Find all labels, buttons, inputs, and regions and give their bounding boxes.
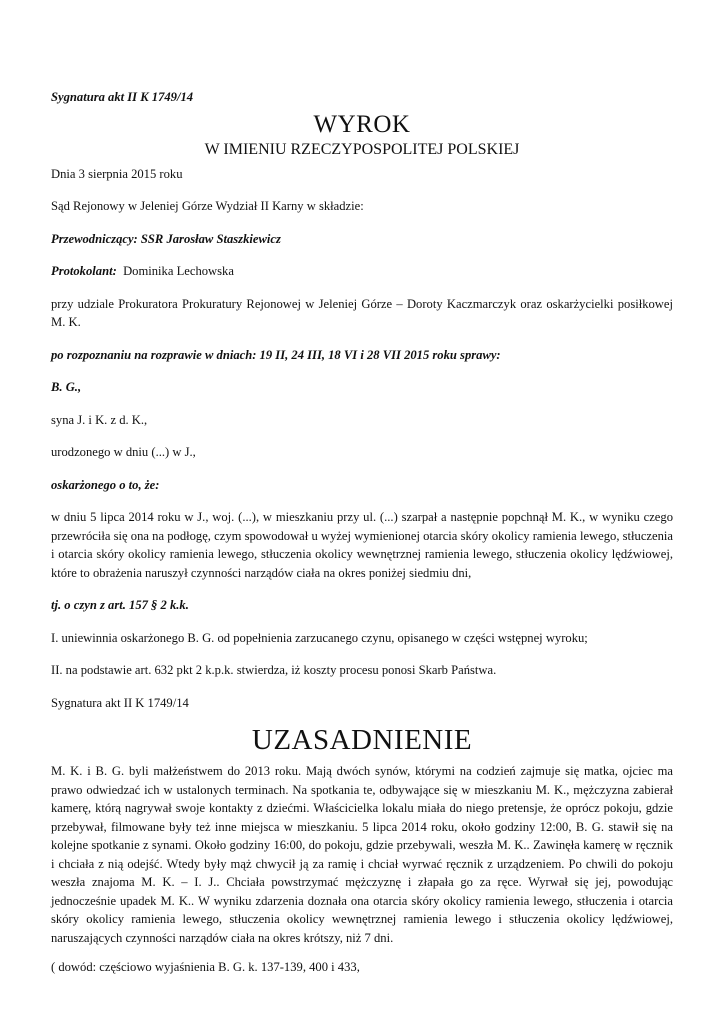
document-page bbox=[51, 88, 673, 977]
charged-label: oskarżonego o to, że: bbox=[51, 477, 160, 492]
defendant-birth: urodzonego w dniu (...) w J., bbox=[51, 445, 196, 459]
prosecutor-line: przy udziale Prokuratora Prokuratury Rejonowej w Jeleniej Górze – Doroty Kaczmarczyk oraz oskarżycielki posiłkowej M. K. bbox=[51, 296, 673, 329]
court-composition: Sąd Rejonowy w Jeleniej Górze Wydział II Karny w składzie: bbox=[51, 199, 364, 213]
clerk-name: Dominika Lechowska bbox=[123, 264, 234, 278]
verdict-date: Dnia 3 sierpnia 2015 roku bbox=[51, 166, 183, 181]
defendant-name: B. G., bbox=[51, 380, 82, 394]
verdict-title: WYROK bbox=[313, 110, 411, 138]
justification-body: M. K. i B. G. byli małżeństwem do 2013 roku. Mają dwóch synów, którymi na codzień zajmuje się matka, ojciec ma prawo odwiedzać ich w ustalonych terminach. Na spotkania te, odbywające się w mieszkaniu M. K., mężczyzna zabierał kamerę, którą nagrywał swoje kontakty z dziećmi. Właścicielka lokalu miała do niego pretensje, że oprócz pokoju, gdzie przebywał, filmowane były też inne miejsca w mieszkaniu. 5 lipca 2014 roku, około godziny 12:00, B. G. stawił się na kolejne spotkanie z synami. Około godziny 16:00, do pokoju, gdzie przebywali, weszła M. K.. Zawinęła kamerę w ręcznik i chciała z nią odejść. Wtedy były mąż chwycił ją za ramię i chciał wyrwać ręcznik z urządzeniem. Po chwili do pokoju weszła znajoma M. K. – I. J.. Chciała powstrzymać mężczyznę i złapała go za ręce. Wyrwał się jej, powodując jednocześnie upadek M. K.. W wyniku zdarzenia doznała ona otarcia skóry okolicy ramienia lewego, stłuczenia i otarcia skóry okolicy ramienia lewego, stłuczenia okolicy wewnętrznej ramienia lewego i stłuczenia okolicy lędźwiowej, naruszających czynności narządów ciała na okres krótszy, niż 7 dni. bbox=[51, 764, 673, 945]
verdict-item-2: II. na podstawie art. 632 pkt 2 k.p.k. stwierdza, iż koszty procesu ponosi Skarb Państwa. bbox=[51, 663, 497, 677]
justification-title: UZASADNIENIE bbox=[251, 724, 473, 756]
hearing-dates: po rozpoznaniu na rozprawie w dniach: 19 II, 24 III, 18 VI i 28 VII 2015 roku sprawy: bbox=[51, 347, 501, 362]
clerk-label: Protokolant: bbox=[51, 264, 117, 278]
evidence-line: ( dowód: częściowo wyjaśnienia B. G. k. 137-139, 400 i 433, bbox=[51, 960, 360, 974]
defendant-parents: syna J. i K. z d. K., bbox=[51, 412, 148, 427]
charge-description: w dniu 5 lipca 2014 roku w J., woj. (...), w mieszkaniu przy ul. (...) szarpał a następnie popchnął M. K., w wyniku czego przewróciła się ona na podłogę, czym spowodował u wyżej wymienionej otarcia skóry okolicy ramienia lewego, stłuczenia i otarcia skóry okolicy ramienia lewego, stłuczenia okolicy wewnętrznej ramienia lewego, stłuczenia okolicy lędźwiowej, które to obrażenia naruszył czynności narządów ciała na okres poniżej siedmiu dni, bbox=[51, 510, 673, 580]
verdict-item-1: I. uniewinnia oskarżonego B. G. od popełnienia zarzucanego czynu, opisanego w części wstępnej wyroku; bbox=[51, 630, 588, 645]
case-signature: Sygnatura akt II K 1749/14 bbox=[51, 90, 194, 104]
legal-article: tj. o czyn z art. 157 § 2 k.k. bbox=[51, 598, 189, 612]
verdict-subtitle: W IMIENIU RZECZYPOSPOLITEJ POLSKIEJ bbox=[204, 140, 520, 158]
presiding-judge: Przewodniczący: SSR Jarosław Staszkiewicz bbox=[51, 231, 281, 246]
court-clerk bbox=[51, 262, 673, 281]
justification-signature: Sygnatura akt II K 1749/14 bbox=[51, 695, 189, 710]
